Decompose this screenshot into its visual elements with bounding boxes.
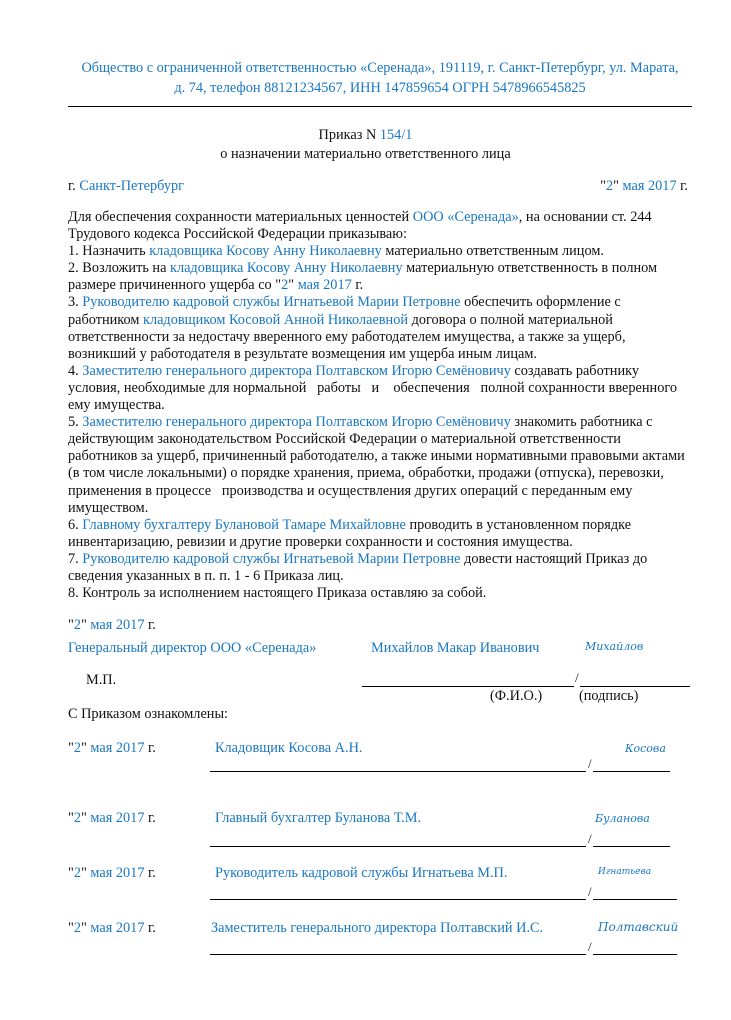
order-item-7 <box>68 551 693 585</box>
city <box>68 178 184 195</box>
text-fragment: " <box>81 810 91 826</box>
acquainted-heading: С Приказом ознакомлены: <box>68 706 229 722</box>
acquainted-person: Кладовщик Косова А.Н. <box>215 740 363 756</box>
order-item-5 <box>68 414 693 517</box>
text-fragment: Приказ N <box>318 127 380 143</box>
filled-field: Заместителю генерального директора Полтавском Игорю Семёновичу <box>82 362 511 379</box>
header-divider <box>68 106 692 107</box>
text-fragment: г. <box>144 740 156 756</box>
filled-field: кладовщиком Косовой Анной Николаевной <box>143 311 409 328</box>
filled-field: Руководителю кадровой службы Игнатьевой Марии Петровне <box>82 550 461 567</box>
acquainted-sign-line <box>593 771 670 772</box>
filled-field: 2 <box>73 920 81 936</box>
filled-field: Заместителю генерального директора Полтавском Игорю Семёновичу <box>82 414 511 431</box>
intro-paragraph <box>68 209 693 243</box>
text-fragment: г. <box>144 617 156 633</box>
filled-field: кладовщика Косову Анну Николаевну <box>149 243 382 260</box>
text-fragment: " <box>81 740 91 756</box>
text-fragment: " <box>81 617 91 633</box>
director-position: Генеральный директор ООО «Серенада» <box>68 640 317 656</box>
acquainted-signature: Игнатьева <box>598 867 652 877</box>
text-fragment: материально ответственным лицом. <box>381 243 604 260</box>
text-fragment: 4. <box>68 362 83 379</box>
text-fragment: " <box>81 865 91 881</box>
acquainted-person: Заместитель генерального директора Полтавский И.С. <box>211 920 544 936</box>
text-fragment: 1. Назначить <box>68 243 150 260</box>
filled-field: мая 2017 <box>90 865 145 881</box>
text-fragment: г. <box>68 178 80 194</box>
order-item-2 <box>68 260 693 294</box>
acquainted-sign-line <box>593 899 677 900</box>
signature-line <box>580 686 690 687</box>
text-fragment: Для обеспечения сохранности материальных ценностей <box>68 209 413 225</box>
acquainted-date <box>68 865 156 882</box>
filled-field: 2 <box>73 865 81 881</box>
acquainted-signature: Косова <box>625 742 666 755</box>
fio-line <box>362 686 574 687</box>
text-fragment: довести настоящий Приказ до сведения указанных в п. п. 1 - 6 Приказа лиц. <box>68 550 648 584</box>
separator-slash: / <box>575 670 579 685</box>
text-fragment: г. <box>144 865 156 881</box>
separator-slash: / <box>588 831 592 846</box>
text-fragment: 6. <box>68 516 83 533</box>
order-item-8: 8. Контроль за исполнением настоящего Приказа оставляю за собой. <box>68 585 487 602</box>
order-item-4 <box>68 363 693 414</box>
signature-label: (подпись) <box>579 688 639 704</box>
text-fragment: договора о полной материальной ответственности за недостачу вверенного ему работодателем имущества, а также за ущерб, возникший у работодателя в результате возмещения им ущерба иным лицам. <box>68 311 626 362</box>
acquainted-date <box>68 740 156 757</box>
stamp-label: М.П. <box>86 672 117 688</box>
acquainted-sign-line <box>593 954 677 955</box>
acquainted-person: Главный бухгалтер Буланова Т.М. <box>215 810 422 826</box>
acquainted-fio-line <box>210 954 586 955</box>
filled-field: мая 2017 <box>90 810 145 826</box>
filled-field: 2 <box>605 178 614 194</box>
acquainted-signature: Буланова <box>595 812 650 825</box>
text-fragment: " <box>68 740 74 756</box>
filled-field: мая 2017 <box>90 617 145 633</box>
director-name: Михайлов Макар Иванович <box>371 640 540 656</box>
order-title <box>0 126 731 164</box>
signoff-date <box>68 617 156 634</box>
text-fragment: 3. <box>68 294 83 311</box>
order-item-3 <box>68 294 693 362</box>
order-item-6 <box>68 517 693 551</box>
acquainted-date <box>68 810 156 827</box>
text-fragment: знакомить работника с действующим законодательством Российской Федерации о материальной ответственности работников за ущерб, причиненный работодателю, а также иными нормативными правовыми актами (в том числе локальными) о порядке хранения, приема, обработки, продажи (отпуска), перевозки, применения в процессе производства и осуществления других операций с переданным ему имуществом. <box>68 414 689 516</box>
order-number-line <box>0 126 731 145</box>
filled-field: 2 <box>73 740 81 756</box>
acquainted-fio-line <box>210 846 586 847</box>
acquainted-fio-line <box>210 771 586 772</box>
acquainted-fio-line <box>210 899 586 900</box>
company-header-line1: Общество с ограниченной ответственностью «Серенада», 191119, г. Санкт-Петербург, ул. Марата, <box>81 60 679 76</box>
acquainted-date <box>68 920 156 937</box>
filled-field: мая 2017 <box>297 277 352 294</box>
text-fragment: создавать работнику условия, необходимые для нормальной работы и обеспечения полной сохранности вверенного ему имущества. <box>68 362 681 414</box>
order-date <box>600 178 688 195</box>
separator-slash: / <box>588 884 592 899</box>
acquainted-person: Руководитель кадровой службы Игнатьева М.П. <box>215 865 508 881</box>
text-fragment: " <box>68 810 74 826</box>
fio-label: (Ф.И.О.) <box>490 688 543 704</box>
filled-field: Главному бухгалтеру Булановой Тамаре Михайловне <box>82 516 406 533</box>
order-item-1 <box>68 243 693 260</box>
separator-slash: / <box>588 939 592 954</box>
text-fragment: " <box>68 617 74 633</box>
text-fragment: г. <box>676 178 688 194</box>
text-fragment: г. <box>144 920 156 936</box>
text-fragment: " <box>288 277 298 294</box>
filled-field: ООО «Серенада» <box>412 209 519 225</box>
filled-field: 2 <box>73 810 81 826</box>
text-fragment: г. <box>144 810 156 826</box>
text-fragment: г. <box>351 277 364 294</box>
order-number: 154/1 <box>379 127 413 143</box>
filled-field: Руководителю кадровой службы Игнатьевой Марии Петровне <box>82 294 461 311</box>
company-header-line2: д. 74, телефон 88121234567, ИНН 147859654 ОГРН 5478966545825 <box>174 80 586 96</box>
filled-field: мая 2017 <box>90 920 145 936</box>
filled-field: кладовщика Косову Анну Николаевну <box>170 260 403 277</box>
text-fragment: " <box>68 920 74 936</box>
company-header <box>60 58 700 98</box>
acquainted-signature: Полтавский <box>598 920 679 934</box>
text-fragment: обеспечить оформление с работником <box>68 294 621 328</box>
separator-slash: / <box>588 756 592 771</box>
filled-field: 2 <box>73 617 81 633</box>
text-fragment: , на основании ст. 244 Трудового кодекса Российской Федерации приказываю: <box>68 209 652 243</box>
filled-field: Санкт-Петербург <box>79 178 185 194</box>
text-fragment: проводить в установленном порядке инвентаризацию, ревизии и другие проверки сохранности и состояния имущества. <box>68 516 632 550</box>
acquainted-sign-line <box>593 846 670 847</box>
filled-field: 2 <box>281 277 289 294</box>
filled-field: мая 2017 <box>622 178 677 194</box>
text-fragment: " <box>600 178 606 194</box>
text-fragment: 5. <box>68 414 83 431</box>
order-body <box>68 209 693 602</box>
director-signature: Михайлов <box>585 640 644 653</box>
filled-field: мая 2017 <box>90 740 145 756</box>
text-fragment: " <box>613 178 623 194</box>
text-fragment: 7. <box>68 550 83 567</box>
text-fragment: 2. Возложить на <box>68 260 170 277</box>
text-fragment: " <box>68 865 74 881</box>
order-subtitle: о назначении материально ответственного лица <box>220 146 511 162</box>
text-fragment: " <box>81 920 91 936</box>
text-fragment: материальную ответственность в полном размере причиненного ущерба со " <box>68 260 658 294</box>
